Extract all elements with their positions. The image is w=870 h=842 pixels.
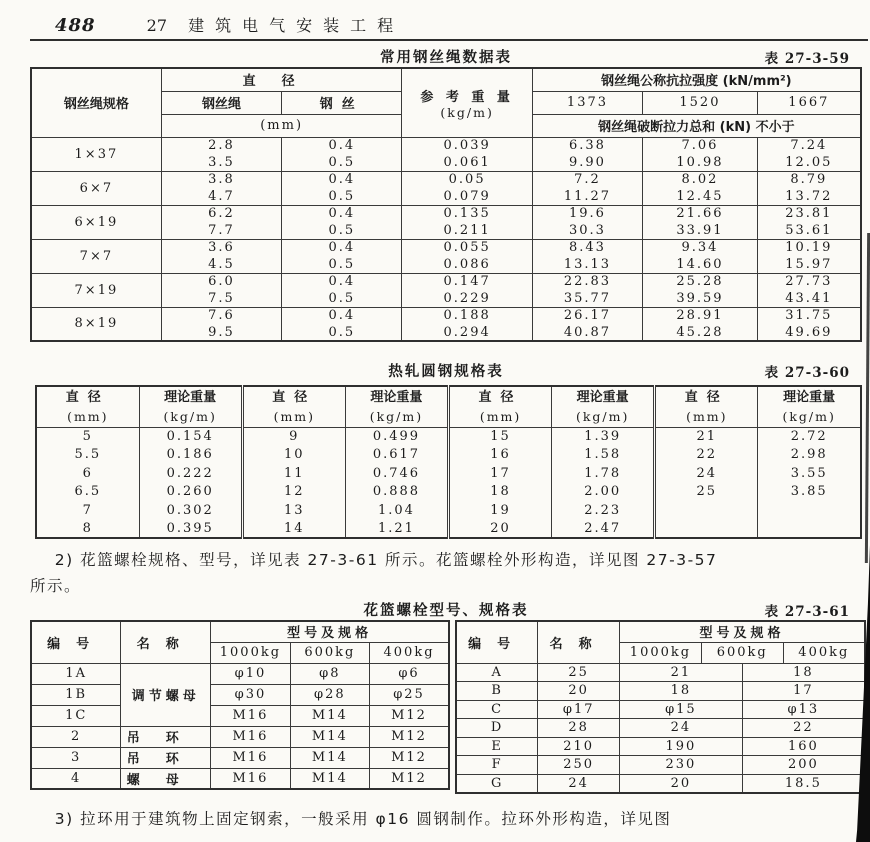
table-row bbox=[456, 737, 865, 756]
dimension-letter-cell: C bbox=[456, 700, 538, 719]
table-row bbox=[31, 307, 861, 324]
table-cell: 6.0 bbox=[161, 273, 281, 290]
table-cell: 0.211 bbox=[402, 222, 532, 239]
t1-header-mm: (mm) bbox=[161, 114, 402, 137]
table-cell: 0.188 bbox=[402, 307, 532, 324]
table-cell: M16 bbox=[211, 726, 290, 747]
t3-header-400kg: 400kg bbox=[783, 642, 865, 663]
table-cell: 3.8 bbox=[161, 171, 281, 188]
table-cell: φ17 bbox=[538, 700, 620, 719]
table-cell: M14 bbox=[290, 768, 369, 789]
t1-header-weight-line1: 参 考 重 量 bbox=[420, 89, 514, 105]
t2-header-d-label: 直径 bbox=[272, 389, 317, 405]
page-number: 488 bbox=[55, 15, 96, 36]
table-cell bbox=[758, 501, 861, 520]
table-cell: 12 bbox=[242, 483, 345, 502]
table-cell: 0.499 bbox=[345, 427, 448, 446]
table-cell: 0.5 bbox=[282, 188, 402, 205]
rope-spec-cell: 6×7 bbox=[31, 171, 161, 205]
table-cell: 2.23 bbox=[552, 501, 655, 520]
table-cell: 160 bbox=[742, 737, 865, 756]
table-cell: 0.5 bbox=[282, 324, 402, 341]
table-cell: 13.13 bbox=[532, 256, 642, 273]
part-name-cell: 吊环 bbox=[121, 747, 211, 768]
table-cell: 1.78 bbox=[552, 464, 655, 483]
t2-header-w-unit: (kg/m) bbox=[782, 408, 836, 424]
turnbuckle-left-table bbox=[30, 620, 450, 790]
table-cell: 31.75 bbox=[757, 307, 861, 324]
table-cell: 11 bbox=[242, 464, 345, 483]
table-cell: φ13 bbox=[742, 700, 865, 719]
table-row bbox=[31, 705, 449, 726]
table-cell: 25 bbox=[655, 483, 758, 502]
t2-header-d-unit: (mm) bbox=[67, 408, 109, 424]
scan-edge-artifact bbox=[865, 233, 870, 563]
part-name-cell: 螺母 bbox=[121, 768, 211, 789]
table-cell bbox=[655, 501, 758, 520]
table-row bbox=[36, 501, 861, 520]
table-row bbox=[31, 726, 449, 747]
table-row bbox=[31, 273, 861, 290]
table-cell: 24 bbox=[620, 719, 743, 738]
t3-header-1000kg: 1000kg bbox=[211, 642, 290, 663]
table-row bbox=[36, 446, 861, 465]
table-cell: M14 bbox=[290, 747, 369, 768]
t1-header-rope: 钢丝绳 bbox=[161, 91, 281, 114]
table-cell: 7.2 bbox=[532, 171, 642, 188]
table-cell: 22 bbox=[655, 446, 758, 465]
table-cell: 18 bbox=[742, 663, 865, 682]
chapter-number: 27 bbox=[146, 16, 168, 35]
round-steel-table bbox=[35, 385, 862, 539]
table-cell: 49.69 bbox=[757, 324, 861, 341]
rope-spec-cell: 8×19 bbox=[31, 307, 161, 341]
table-cell: 0.4 bbox=[282, 307, 402, 324]
t3-header-model: 型号及规格 bbox=[211, 621, 449, 642]
table-cell: 0.302 bbox=[139, 501, 242, 520]
paragraph-line: 所示。 bbox=[30, 577, 82, 595]
table-row bbox=[36, 520, 861, 539]
table-cell: 7 bbox=[36, 501, 139, 520]
t3-header-number: 编号 bbox=[31, 621, 121, 663]
table-cell: M12 bbox=[370, 768, 449, 789]
table-cell: 1B bbox=[31, 684, 121, 705]
table-cell: 7.06 bbox=[643, 137, 758, 154]
table-cell: 2.00 bbox=[552, 483, 655, 502]
paragraph-pull-ring bbox=[30, 806, 860, 832]
table-cell: φ25 bbox=[370, 684, 449, 705]
table-cell: 6.2 bbox=[161, 205, 281, 222]
t3-header-model: 型号及规格 bbox=[620, 621, 865, 642]
table-cell: 15 bbox=[449, 427, 552, 446]
table-cell: 30.3 bbox=[532, 222, 642, 239]
table-cell: 20 bbox=[449, 520, 552, 539]
rope-spec-cell: 6×19 bbox=[31, 205, 161, 239]
table-cell: 0.4 bbox=[282, 171, 402, 188]
table-cell: 0.4 bbox=[282, 273, 402, 290]
paragraph-line: 3) 拉环用于建筑物上固定钢索，一般采用 φ16 圆钢制作。拉环外形构造，详见图 bbox=[54, 810, 672, 828]
table-cell: 18 bbox=[449, 483, 552, 502]
table-cell: 9.5 bbox=[161, 324, 281, 341]
table-cell: 17 bbox=[742, 682, 865, 701]
table-cell: 0.4 bbox=[282, 137, 402, 154]
table-cell: 12.45 bbox=[643, 188, 758, 205]
t2-header-diameter bbox=[242, 386, 345, 427]
table-cell: 2 bbox=[31, 726, 121, 747]
table-cell: φ15 bbox=[620, 700, 743, 719]
table-cell: 2.98 bbox=[758, 446, 861, 465]
paragraph-turnbuckle bbox=[30, 547, 860, 599]
table-cell bbox=[655, 520, 758, 539]
table-cell: 1.39 bbox=[552, 427, 655, 446]
table-cell: 11.27 bbox=[532, 188, 642, 205]
table-row bbox=[31, 137, 861, 154]
table-cell: 0.746 bbox=[345, 464, 448, 483]
table-cell: 5 bbox=[36, 427, 139, 446]
table-cell: 0.4 bbox=[282, 205, 402, 222]
table-cell: 39.59 bbox=[643, 290, 758, 307]
table-cell: 10.19 bbox=[757, 239, 861, 256]
table3-caption bbox=[30, 599, 862, 620]
table-cell: 9.90 bbox=[532, 154, 642, 171]
table-cell: 21 bbox=[620, 663, 743, 682]
table-cell bbox=[758, 520, 861, 539]
table-cell: 0.4 bbox=[282, 239, 402, 256]
t2-header-w-label: 理论重量 bbox=[370, 389, 423, 405]
table-cell: 250 bbox=[538, 756, 620, 775]
table-cell: 2.72 bbox=[758, 427, 861, 446]
t3-header-name: 名称 bbox=[538, 621, 620, 663]
table-cell: 7.7 bbox=[161, 222, 281, 239]
table-cell: φ6 bbox=[370, 663, 449, 684]
table-header-row bbox=[31, 621, 449, 642]
t3-header-number: 编号 bbox=[456, 621, 538, 663]
table1-caption bbox=[30, 46, 862, 67]
table-row bbox=[31, 239, 861, 256]
table-cell: 10 bbox=[242, 446, 345, 465]
table-cell: 18 bbox=[620, 682, 743, 701]
table-row bbox=[456, 663, 865, 682]
table-cell: M12 bbox=[370, 726, 449, 747]
table-cell: φ30 bbox=[211, 684, 290, 705]
table-cell: 210 bbox=[538, 737, 620, 756]
table-row bbox=[456, 719, 865, 738]
table-cell: 33.91 bbox=[643, 222, 758, 239]
t2-header-weight bbox=[552, 386, 655, 427]
table-cell: 3.5 bbox=[161, 154, 281, 171]
table-cell: 8.79 bbox=[757, 171, 861, 188]
t2-header-d-unit: (mm) bbox=[686, 408, 728, 424]
table1-ref: 表 27-3-59 bbox=[764, 51, 850, 67]
table-cell: 20 bbox=[620, 774, 743, 793]
turnbuckle-right-table bbox=[455, 620, 866, 794]
table-cell: 0.079 bbox=[402, 188, 532, 205]
table-cell: 53.61 bbox=[757, 222, 861, 239]
table-cell: 2.47 bbox=[552, 520, 655, 539]
table-cell: 0.5 bbox=[282, 256, 402, 273]
table-cell: 25.28 bbox=[643, 273, 758, 290]
table-cell: 1.21 bbox=[345, 520, 448, 539]
table-cell: 17 bbox=[449, 464, 552, 483]
table2-title: 热轧圆钢规格表 bbox=[388, 364, 504, 380]
t2-header-diameter bbox=[449, 386, 552, 427]
table-cell: 0.055 bbox=[402, 239, 532, 256]
table-cell: 6 bbox=[36, 464, 139, 483]
table-cell: 0.135 bbox=[402, 205, 532, 222]
table-cell: 3.85 bbox=[758, 483, 861, 502]
table-cell: 8 bbox=[36, 520, 139, 539]
table-cell: 0.222 bbox=[139, 464, 242, 483]
table-cell: 0.086 bbox=[402, 256, 532, 273]
table-cell: 13.72 bbox=[757, 188, 861, 205]
table-cell: 4.5 bbox=[161, 256, 281, 273]
table-row bbox=[456, 682, 865, 701]
t1-header-tensile: 钢丝绳公称抗拉强度 (kN/mm²) bbox=[532, 68, 861, 91]
table-row bbox=[31, 768, 449, 789]
table-cell: φ28 bbox=[290, 684, 369, 705]
t2-header-diameter bbox=[36, 386, 139, 427]
t2-header-w-label: 理论重量 bbox=[783, 389, 836, 405]
table-cell: 0.039 bbox=[402, 137, 532, 154]
table-header-row bbox=[36, 386, 861, 427]
table-cell: M16 bbox=[211, 768, 290, 789]
table-cell: 3.55 bbox=[758, 464, 861, 483]
table-cell: 1A bbox=[31, 663, 121, 684]
table-cell: 0.061 bbox=[402, 154, 532, 171]
t2-header-w-unit: (kg/m) bbox=[369, 408, 424, 424]
t2-header-w-unit: (kg/m) bbox=[575, 408, 630, 424]
table-cell: 0.229 bbox=[402, 290, 532, 307]
table-cell: 0.617 bbox=[345, 446, 448, 465]
t1-header-weight-line2: (kg/m) bbox=[440, 104, 494, 120]
table-cell: M12 bbox=[370, 705, 449, 726]
table-cell: 9 bbox=[242, 427, 345, 446]
dimension-letter-cell: G bbox=[456, 774, 538, 793]
table-cell: 6.38 bbox=[532, 137, 642, 154]
table-cell: 1.04 bbox=[345, 501, 448, 520]
table-cell: 28 bbox=[538, 719, 620, 738]
table-cell: 27.73 bbox=[757, 273, 861, 290]
table-cell: M14 bbox=[290, 705, 369, 726]
table-row bbox=[456, 774, 865, 793]
table-cell: 8.02 bbox=[643, 171, 758, 188]
table3-title: 花篮螺栓型号、规格表 bbox=[363, 603, 529, 619]
table-cell: 24 bbox=[538, 774, 620, 793]
table-header-row bbox=[31, 68, 861, 91]
table-row bbox=[31, 684, 449, 705]
table-row bbox=[36, 464, 861, 483]
t2-header-w-unit: (kg/m) bbox=[163, 408, 217, 424]
t3-header-1000kg: 1000kg bbox=[620, 642, 702, 663]
table-cell: 7.24 bbox=[757, 137, 861, 154]
table-cell: φ8 bbox=[290, 663, 369, 684]
dimension-letter-cell: F bbox=[456, 756, 538, 775]
table-cell: 12.05 bbox=[757, 154, 861, 171]
table-cell: 16 bbox=[449, 446, 552, 465]
table1-title: 常用钢丝绳数据表 bbox=[380, 50, 512, 66]
table-cell: 230 bbox=[620, 756, 743, 775]
table2-caption bbox=[30, 360, 862, 381]
table-cell: 0.05 bbox=[402, 171, 532, 188]
table-row bbox=[31, 747, 449, 768]
page-header bbox=[55, 13, 404, 36]
t2-header-weight bbox=[139, 386, 242, 427]
table-cell: 0.186 bbox=[139, 446, 242, 465]
table-cell: 21.66 bbox=[643, 205, 758, 222]
table-cell: 21 bbox=[655, 427, 758, 446]
table-cell: 26.17 bbox=[532, 307, 642, 324]
t1-header-diameter: 直径 bbox=[161, 68, 402, 91]
table-cell: 0.395 bbox=[139, 520, 242, 539]
table-cell: 14 bbox=[242, 520, 345, 539]
table-cell: M16 bbox=[211, 747, 290, 768]
part-name-cell: 吊环 bbox=[121, 726, 211, 747]
t1-header-grade-1667: 1667 bbox=[757, 91, 861, 114]
t2-header-weight bbox=[345, 386, 448, 427]
table-cell: 40.87 bbox=[532, 324, 642, 341]
table-cell: 25 bbox=[538, 663, 620, 682]
table-cell: 13 bbox=[242, 501, 345, 520]
table-cell: 200 bbox=[742, 756, 865, 775]
table-cell: 28.91 bbox=[643, 307, 758, 324]
table-row bbox=[31, 663, 449, 684]
table-cell: 0.5 bbox=[282, 222, 402, 239]
table-cell: 190 bbox=[620, 737, 743, 756]
table-cell: 3.6 bbox=[161, 239, 281, 256]
table-row bbox=[31, 171, 861, 188]
table-cell: 4 bbox=[31, 768, 121, 789]
table-cell: 0.154 bbox=[139, 427, 242, 446]
rope-spec-cell: 7×7 bbox=[31, 239, 161, 273]
table-cell: 6.5 bbox=[36, 483, 139, 502]
table-cell: 19 bbox=[449, 501, 552, 520]
table-cell: 10.98 bbox=[643, 154, 758, 171]
table-cell: 14.60 bbox=[643, 256, 758, 273]
t1-header-grade-1373: 1373 bbox=[532, 91, 642, 114]
table-cell: 1.58 bbox=[552, 446, 655, 465]
t1-header-breaking: 钢丝绳破断拉力总和 (kN) 不小于 bbox=[532, 114, 861, 137]
t1-header-grade-1520: 1520 bbox=[643, 91, 758, 114]
table-cell: 18.5 bbox=[742, 774, 865, 793]
table-cell: 4.7 bbox=[161, 188, 281, 205]
t3-header-600kg: 600kg bbox=[290, 642, 369, 663]
t2-header-w-label: 理论重量 bbox=[576, 389, 629, 405]
table-row bbox=[31, 205, 861, 222]
table-cell: 0.888 bbox=[345, 483, 448, 502]
table3-ref: 表 27-3-61 bbox=[764, 604, 850, 620]
table-cell: 20 bbox=[538, 682, 620, 701]
dimension-letter-cell: B bbox=[456, 682, 538, 701]
rope-spec-cell: 1×37 bbox=[31, 137, 161, 171]
part-name-cell: 调节螺母 bbox=[121, 663, 211, 726]
chapter-title: 建筑电气安装工程 bbox=[188, 16, 405, 35]
table-cell: 15.97 bbox=[757, 256, 861, 273]
t1-header-spec: 钢丝绳规格 bbox=[31, 68, 161, 137]
table-cell: 9.34 bbox=[643, 239, 758, 256]
t2-header-d-unit: (mm) bbox=[273, 408, 316, 424]
wire-rope-data-table bbox=[30, 67, 862, 342]
table-cell: 0.260 bbox=[139, 483, 242, 502]
table-cell: 24 bbox=[655, 464, 758, 483]
table-row bbox=[456, 756, 865, 775]
table-cell: M16 bbox=[211, 705, 290, 726]
t2-header-w-label: 理论重量 bbox=[164, 389, 217, 405]
table-cell: 3 bbox=[31, 747, 121, 768]
t2-header-d-label: 直径 bbox=[684, 389, 729, 405]
table-cell: 35.77 bbox=[532, 290, 642, 307]
table-row bbox=[36, 483, 861, 502]
table-cell: 1C bbox=[31, 705, 121, 726]
table-row bbox=[456, 700, 865, 719]
table-cell: 0.5 bbox=[282, 290, 402, 307]
table-header-row bbox=[456, 621, 865, 642]
table-cell: 43.41 bbox=[757, 290, 861, 307]
table-cell: 22.83 bbox=[532, 273, 642, 290]
table-cell: 7.6 bbox=[161, 307, 281, 324]
table-cell: 0.294 bbox=[402, 324, 532, 341]
table-cell: 0.5 bbox=[282, 154, 402, 171]
table-cell: 45.28 bbox=[643, 324, 758, 341]
table-cell: M12 bbox=[370, 747, 449, 768]
table-row bbox=[36, 427, 861, 446]
t2-header-d-unit: (mm) bbox=[479, 408, 522, 424]
table-cell: 0.147 bbox=[402, 273, 532, 290]
dimension-letter-cell: A bbox=[456, 663, 538, 682]
t2-header-d-label: 直径 bbox=[65, 389, 110, 405]
table-cell: 7.5 bbox=[161, 290, 281, 307]
table-cell: 2.8 bbox=[161, 137, 281, 154]
paragraph-line: 2) 花篮螺栓规格、型号，详见表 27-3-61 所示。花篮螺栓外形构造，详见图 27-3-57 bbox=[54, 551, 718, 569]
t3-header-400kg: 400kg bbox=[370, 642, 449, 663]
table2-ref: 表 27-3-60 bbox=[764, 365, 850, 381]
t3-header-600kg: 600kg bbox=[701, 642, 783, 663]
t3-header-name: 名称 bbox=[121, 621, 211, 663]
table-cell: M14 bbox=[290, 726, 369, 747]
t1-header-weight bbox=[402, 68, 532, 137]
header-rule bbox=[30, 39, 868, 41]
table-cell: 19.6 bbox=[532, 205, 642, 222]
rope-spec-cell: 7×19 bbox=[31, 273, 161, 307]
t2-header-d-label: 直径 bbox=[478, 389, 523, 405]
dimension-letter-cell: E bbox=[456, 737, 538, 756]
table-cell: 8.43 bbox=[532, 239, 642, 256]
table-cell: 23.81 bbox=[757, 205, 861, 222]
table-cell: φ10 bbox=[211, 663, 290, 684]
t1-header-wire: 钢丝 bbox=[282, 91, 402, 114]
table-cell: 22 bbox=[742, 719, 865, 738]
t2-header-weight bbox=[758, 386, 861, 427]
dimension-letter-cell: D bbox=[456, 719, 538, 738]
table-cell: 5.5 bbox=[36, 446, 139, 465]
t2-header-diameter bbox=[655, 386, 758, 427]
